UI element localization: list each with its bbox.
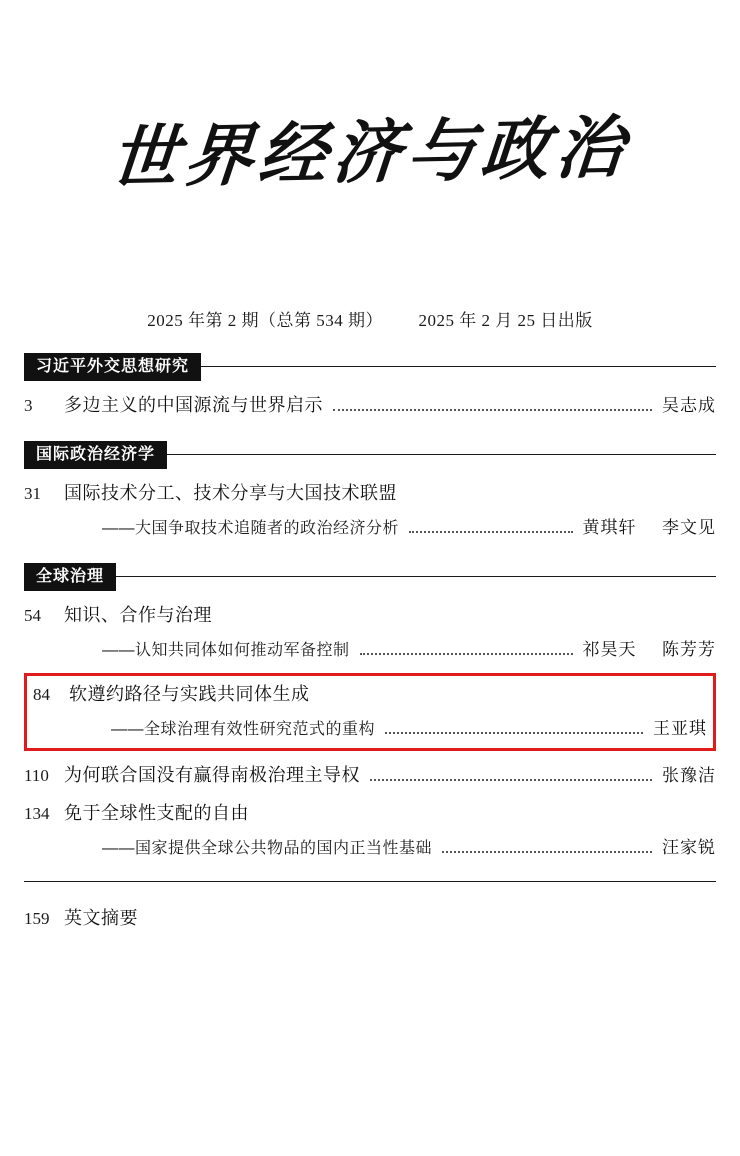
issue-date: 2025 年 2 月 25 日出版 — [418, 311, 593, 330]
journal-title: 世界经济与政治 — [107, 107, 633, 199]
toc-entry[interactable] — [24, 591, 716, 663]
section-xi-diplomacy — [24, 353, 716, 419]
article-authors: 张豫洁 — [662, 766, 716, 785]
article-authors: 吴志成 — [662, 396, 716, 415]
toc-entry[interactable] — [24, 381, 716, 419]
toc-entry-sub — [24, 635, 716, 661]
page-number: 54 — [24, 606, 41, 625]
toc-entry-main — [24, 601, 716, 627]
article-subtitle: ——认知共同体如何推动军备控制 — [102, 642, 350, 659]
toc-entry-main — [24, 391, 716, 417]
author-name: 祁昊天 — [582, 640, 637, 659]
page-number: 84 — [33, 685, 50, 704]
page-number: 3 — [24, 396, 33, 415]
toc-entry-sub — [24, 513, 716, 539]
toc-entry-abstracts[interactable] — [24, 882, 716, 930]
highlighted-toc-entry[interactable] — [24, 673, 716, 751]
article-subtitle: ——全球治理有效性研究范式的重构 — [111, 721, 376, 738]
section-header — [24, 353, 716, 381]
toc-entry-main — [24, 799, 716, 825]
section-header — [24, 441, 716, 469]
toc-entry-main — [33, 680, 707, 706]
author-name: 黄琪轩 — [582, 518, 637, 537]
section-global-governance — [24, 563, 716, 861]
article-title[interactable]: 多边主义的中国源流与世界启示 — [64, 395, 323, 415]
section-label: 全球治理 — [24, 563, 116, 591]
leader-dots — [333, 409, 652, 411]
section-ipe — [24, 441, 716, 541]
article-title[interactable]: 为何联合国没有赢得南极治理主导权 — [64, 765, 360, 785]
leader-dots — [360, 653, 573, 655]
toc-entry-main — [24, 761, 716, 787]
section-label: 习近平外交思想研究 — [24, 353, 201, 381]
page-number: 159 — [24, 909, 50, 928]
page-number: 31 — [24, 484, 41, 503]
leader-dots — [442, 851, 652, 853]
leader-dots — [385, 732, 643, 734]
toc-entry-main — [24, 904, 716, 930]
leader-dots — [409, 531, 573, 533]
article-authors: 汪家锐 — [662, 838, 716, 857]
article-authors: 王亚琪 — [653, 719, 707, 738]
article-title[interactable]: 免于全球性支配的自由 — [64, 803, 249, 823]
toc-entry[interactable] — [24, 751, 716, 789]
toc-entry-sub — [24, 833, 716, 859]
article-title[interactable]: 知识、合作与治理 — [64, 605, 212, 625]
section-header — [24, 563, 716, 591]
issue-info — [24, 306, 716, 331]
author-name: 李文见 — [662, 518, 716, 537]
issue-number: 2025 年第 2 期（总第 534 期） — [147, 311, 383, 330]
masthead — [24, 0, 716, 248]
page-number: 110 — [24, 766, 49, 785]
author-name: 陈芳芳 — [662, 640, 716, 659]
section-label: 国际政治经济学 — [24, 441, 167, 469]
article-title[interactable]: 英文摘要 — [64, 908, 138, 928]
toc-entry-sub — [33, 714, 707, 740]
section-rule — [24, 576, 716, 577]
article-title[interactable]: 国际技术分工、技术分享与大国技术联盟 — [64, 483, 397, 503]
article-subtitle: ——国家提供全球公共物品的国内正当性基础 — [102, 840, 433, 857]
toc-entry-main — [24, 479, 716, 505]
article-title[interactable]: 软遵约路径与实践共同体生成 — [69, 684, 310, 704]
page-number: 134 — [24, 804, 50, 823]
toc-entry[interactable] — [24, 469, 716, 541]
leader-dots — [370, 779, 652, 781]
article-authors — [583, 635, 716, 660]
article-authors — [583, 513, 716, 538]
article-subtitle: ——大国争取技术追随者的政治经济分析 — [102, 520, 400, 537]
toc-entry[interactable] — [24, 789, 716, 861]
